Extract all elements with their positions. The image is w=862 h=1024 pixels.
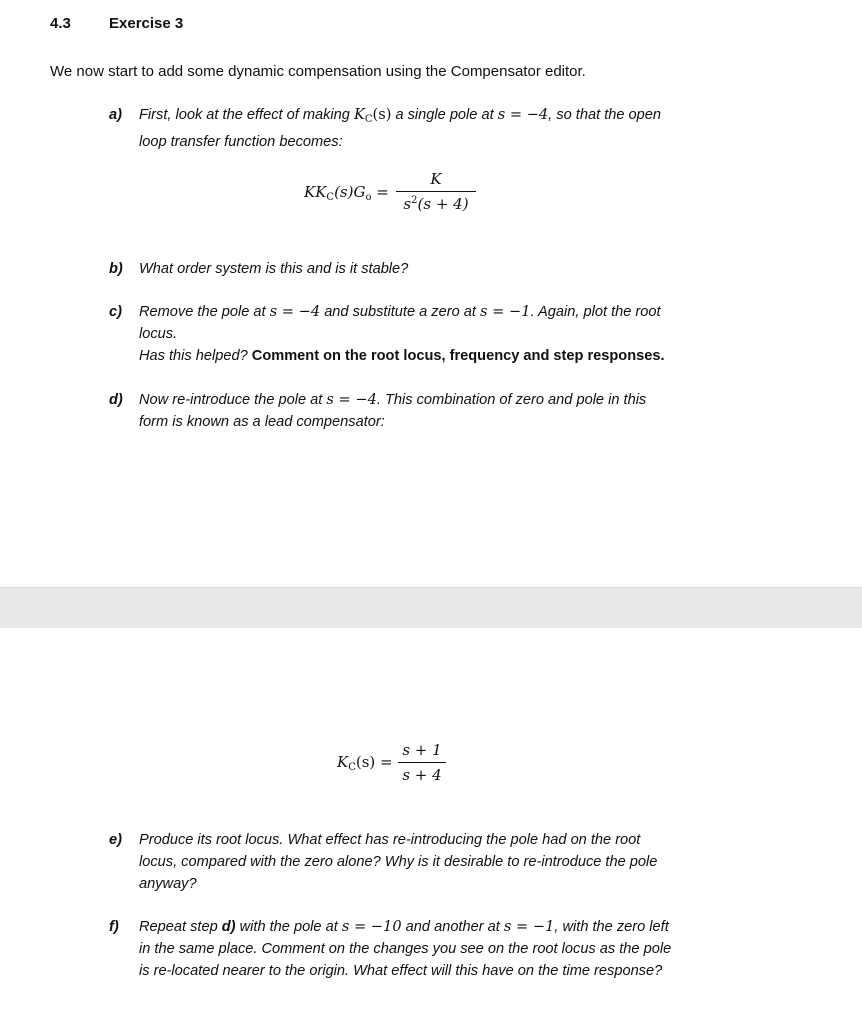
question-f-label: f) xyxy=(109,919,119,935)
question-b-label: b) xyxy=(109,261,123,277)
question-e-line-1: Produce its root locus. What effect has re-introducing the pole had on the root xyxy=(139,832,641,848)
question-a-kc: $K_C(s)$ xyxy=(353,106,392,125)
question-d-math-1: s = −4 xyxy=(326,391,377,408)
question-f-bold: d) xyxy=(221,919,236,935)
open-loop-equation xyxy=(0,166,862,216)
question-d-line-2: form is known as a lead compensator: xyxy=(139,414,385,430)
question-f-line-2: in the same place. Comment on the changes you see on the root locus as the pole xyxy=(139,941,672,957)
question-a-text-1: First, look at the effect of making xyxy=(139,107,354,123)
question-a-label: a) xyxy=(109,107,122,123)
question-a-math-1: s = −4 xyxy=(497,106,549,123)
question-a-line-2: loop transfer function becomes: xyxy=(139,134,343,150)
question-f xyxy=(109,916,739,982)
lead-lhs: $K_C(s)$ = xyxy=(337,753,393,773)
question-c-line-3-plain: Has this helped? xyxy=(139,348,252,364)
page-separator xyxy=(0,587,862,628)
question-d xyxy=(109,389,739,433)
question-e xyxy=(109,829,739,895)
question-c-text-2: and substitute a zero at xyxy=(320,304,480,320)
question-a-text-2: a single pole at xyxy=(391,107,498,123)
question-c-math-2: s = −1 xyxy=(479,303,531,320)
open-loop-fraction-bar xyxy=(396,191,476,192)
open-loop-numerator: K xyxy=(430,170,442,188)
question-f-text-2: with the pole at xyxy=(235,919,342,935)
question-c-math-1: s = −4 xyxy=(269,303,321,320)
page-2 xyxy=(0,628,862,1024)
section-title: Exercise 3 xyxy=(109,15,184,32)
question-e-line-3: anyway? xyxy=(139,876,197,892)
question-c-text-1: Remove the pole at xyxy=(139,304,270,320)
intro-paragraph: We now start to add some dynamic compensation using the Compensator editor. xyxy=(50,63,586,80)
question-e-line-2: locus, compared with the zero alone? Why is it desirable to re-introduce the pole xyxy=(139,854,658,870)
question-b xyxy=(109,258,739,280)
lead-fraction-bar xyxy=(398,762,446,763)
question-f-text-3: and another at xyxy=(401,919,504,935)
question-a-text-3: , so that the open xyxy=(548,107,661,123)
question-c xyxy=(109,301,739,367)
question-c-line-3-bold: Comment on the root locus, frequency and step responses. xyxy=(251,348,665,364)
question-f-math-2: s = −1 xyxy=(503,918,555,935)
lead-numerator: s + 1 xyxy=(402,741,442,759)
question-d-text-2: . This combination of zero and pole in this xyxy=(376,392,647,408)
question-f-text-1: Repeat step xyxy=(139,919,222,935)
question-c-text-3: . Again, plot the root xyxy=(530,304,661,320)
open-loop-denominator: $s^2(s + 4)$ xyxy=(403,195,469,213)
question-f-text-4: , with the zero left xyxy=(554,919,669,935)
question-a xyxy=(109,104,739,153)
question-e-label: e) xyxy=(109,832,122,848)
lead-compensator-equation xyxy=(0,736,862,788)
question-f-line-3: is re-located nearer to the origin. What effect will this have on the time response? xyxy=(139,963,663,979)
question-b-text: What order system is this and is it stable? xyxy=(139,261,409,277)
question-d-label: d) xyxy=(109,392,123,408)
question-f-math-1: s = −10 xyxy=(341,918,402,935)
section-number: 4.3 xyxy=(50,15,71,32)
open-loop-lhs: $KK_C(s)G_o$ = xyxy=(304,183,389,203)
question-d-text-1: Now re-introduce the pole at xyxy=(139,392,327,408)
question-c-label: c) xyxy=(109,304,122,320)
lead-denominator: s + 4 xyxy=(402,766,442,784)
question-c-line-2: locus. xyxy=(139,326,178,342)
